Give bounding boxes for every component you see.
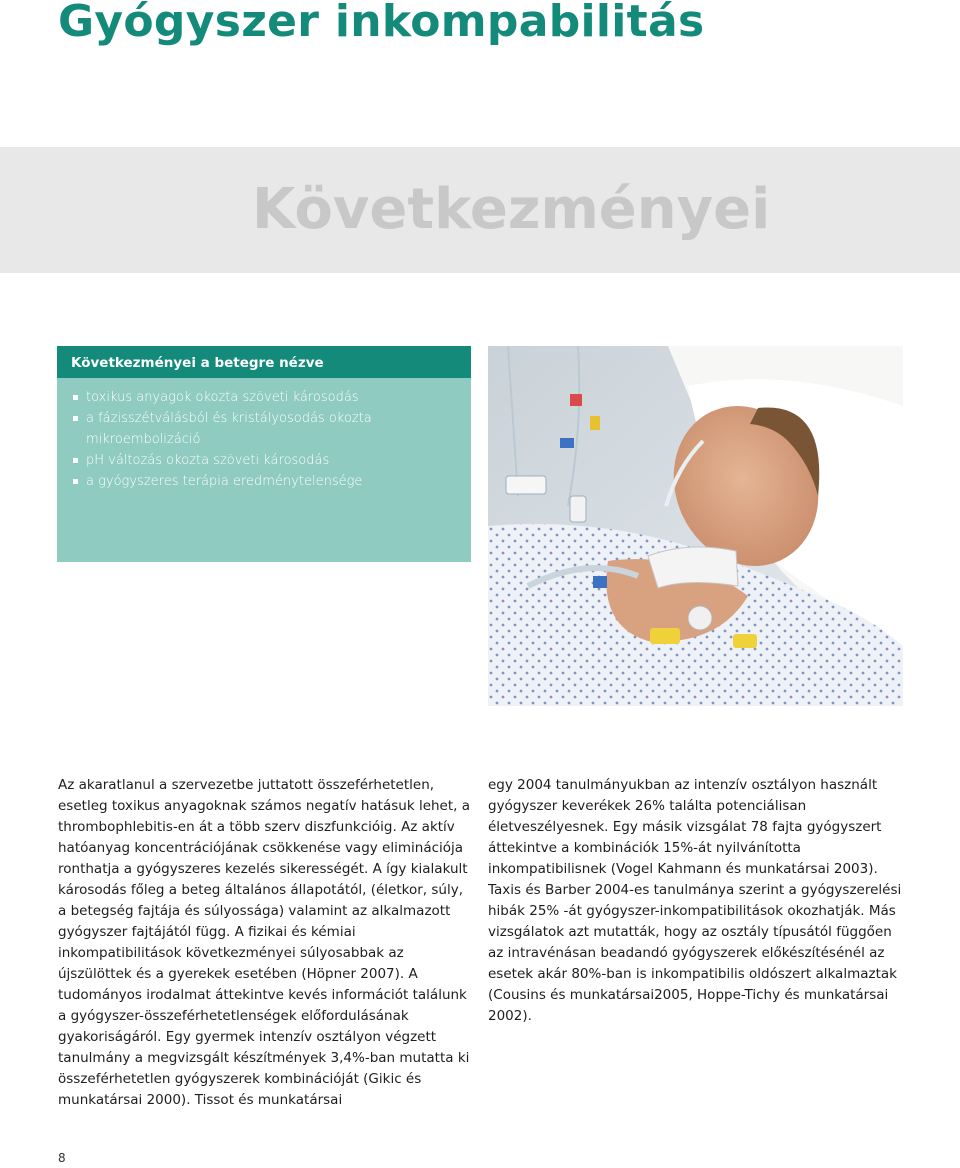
page-number: 8 (58, 1151, 66, 1165)
list-item: pH változás okozta szöveti károsodás (73, 450, 461, 471)
body-text-left: Az akaratlanul a szervezetbe juttatott összeférhetetlen, esetleg toxikus anyagoknak számos negatív hatásuk lehet, a thrombophlebitis-en át a több szerv diszfunkcióig. Az aktív hatóanyag koncentrációjának csökkenése vagy eliminációja ronthatja a gyógyszeres kezelés sikerességét. A így kialakult károsodás főleg a beteg általános állapotától, (életkor, súly, a betegség fajtája és súlyossága) valamint az alkalmazott gyógyszer fajtájától függ. A fizikai és kémiai inkompatibilitások következményei súlyosabbak az újszülöttek és a gyerekek esetében (Höpner 2007). A tudományos irodalmat áttekintve kevés információt találunk a gyógyszer-összeférhetetlenségek előfordulásának gyakoriságáról. Egy gyermek intenzív osztályon végzett tanulmány a megvizsgált készítmények 3,4%-ban mutatta ki összeférhetetlen gyógyszerek kombinációját (Gikic és munkatársai 2000). Tissot és munkatársai (58, 777, 471, 1108)
consequences-box (57, 346, 471, 562)
body-text-right: egy 2004 tanulmányukban az intenzív osztályon használt gyógyszer keverékek 26% találta potenciálisan életveszélyesnek. Egy másik vizsgálat 78 fajta gyógyszert áttekintve a kombinációk 15%-át nyilvánította inkompatibilisnek (Vogel Kahmann és munkatársai 2003). Taxis és Barber 2004-es tanulmánya szerint a gyógyszerelési hibák 25% -át gyógyszer-inkompatibilitások okozhatják. Más vizsgálatok azt mutatták, hogy az osztály típusától függően az intravénásan beadandó gyógyszerek előkészítésénél az esetek akár 80%-ban is inkompatibilis oldószert alkalmaztak (Cousins és munkatársai2005, Hoppe-Tichy és munkatársai 2002). (488, 777, 902, 1024)
page-title: Gyógyszer inkompabilitás (58, 0, 705, 47)
consequences-list (57, 387, 471, 492)
consequences-box-title: Következményei a betegre nézve (57, 346, 471, 378)
patient-photo (488, 346, 903, 706)
list-item: a fázisszétválásból és kristályosodás okozta mikroembolizáció (73, 408, 461, 450)
list-item: a gyógyszeres terápia eredménytelensége (73, 471, 461, 492)
list-item: toxikus anyagok okozta szöveti károsodás (73, 387, 461, 408)
patient-photo-illustration (488, 346, 903, 706)
section-title: Következményei (252, 177, 771, 242)
